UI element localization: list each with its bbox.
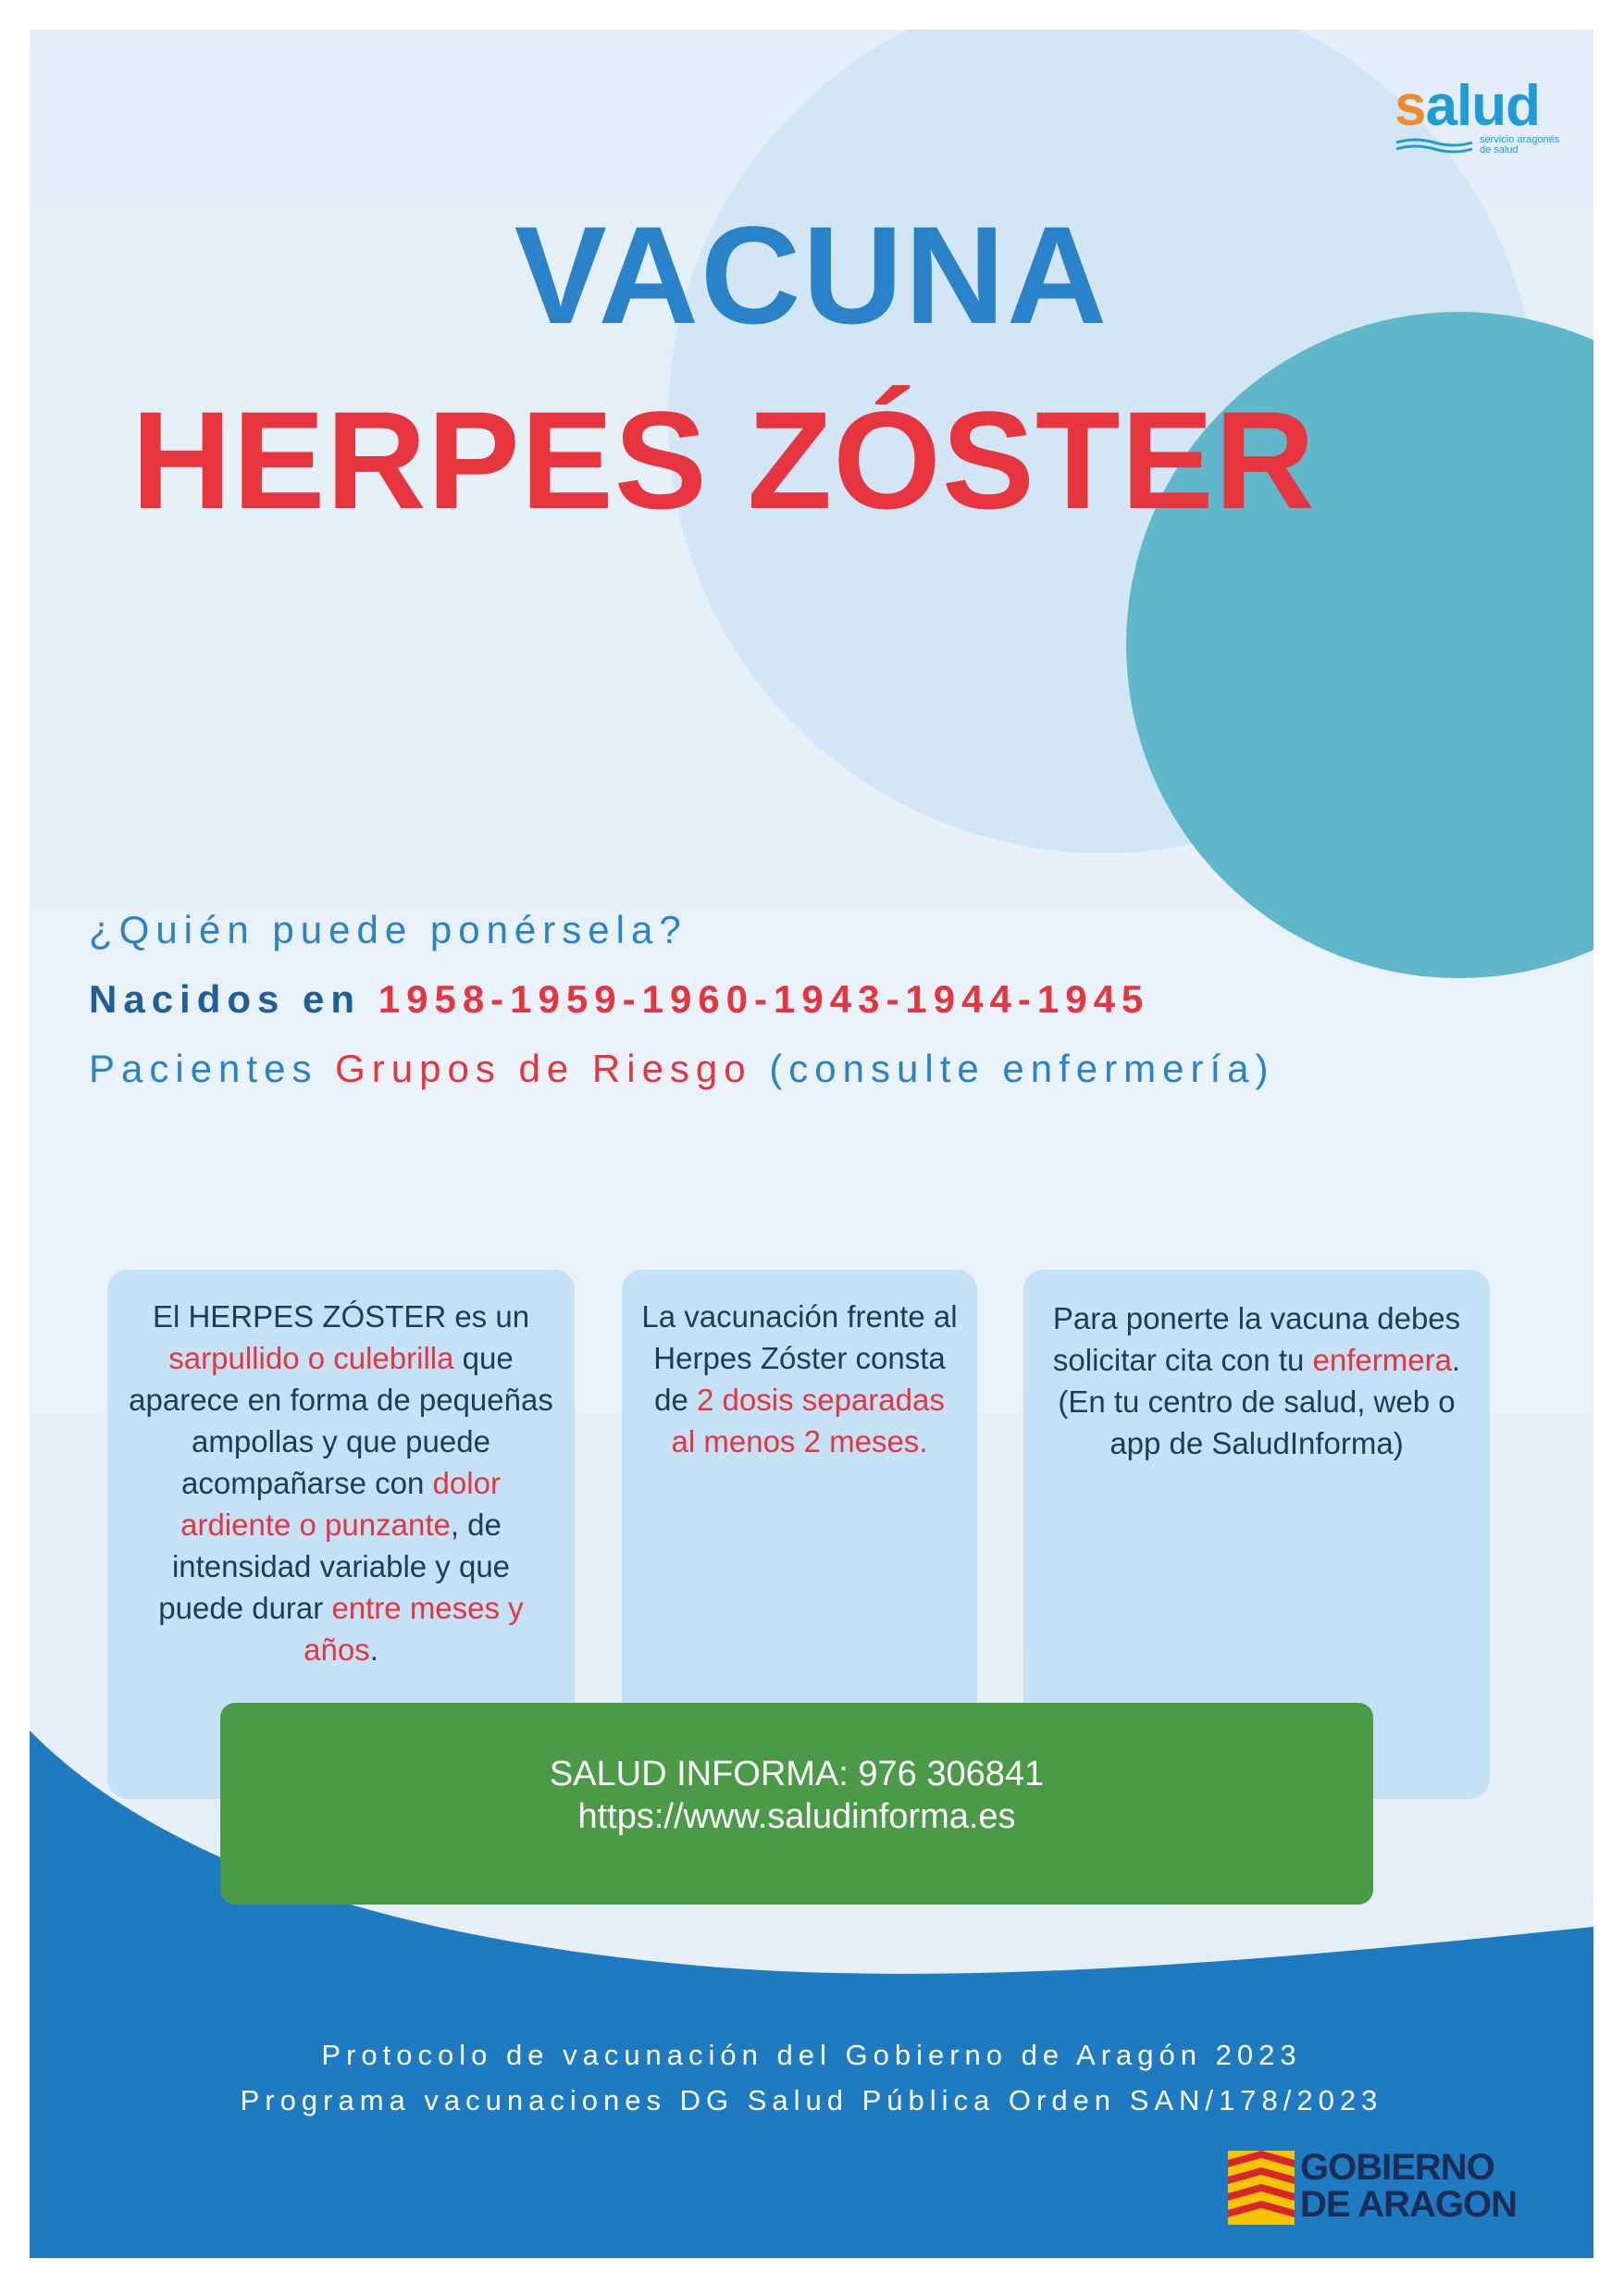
gobierno-text: GOBIERNO DE ARAGON	[1300, 2147, 1517, 2225]
info-card-doses: La vacunación frente al Herpes Zóster consta de 2 dosis separadas al menos 2 meses.	[622, 1270, 977, 1799]
footer-program: Programa vacunaciones DG Salud Pública Orden SAN/178/2023	[240, 2084, 1383, 2116]
salud-logo	[1395, 74, 1561, 167]
born-years-line: Nacidos en 1958-1959-1960-1943-1944-1945	[89, 977, 1150, 1021]
who-question: ¿Quién puede ponérsela?	[89, 908, 688, 951]
info-card-appointment: Para ponerte la vacuna debes solicitar cita con tu enfermera. (En tu centro de salud, web o app de SaludInforma)	[1023, 1270, 1490, 1799]
gobierno-aragon-logo	[1228, 2149, 1524, 2232]
contact-phone: SALUD INFORMA: 976 306841	[549, 1755, 1045, 1793]
aragon-flag-icon	[1228, 2151, 1295, 2225]
poster	[30, 30, 1593, 2258]
salud-logo-subtitle: servicio aragonés de salud	[1480, 134, 1560, 155]
background-shapes	[30, 30, 1593, 2258]
footer-protocol: Protocolo de vacunación del Gobierno de Aragón 2023	[321, 2039, 1302, 2071]
info-card-description: El HERPES ZÓSTER es un sarpullido o culebrilla que aparece en forma de pequeñas ampollas y que puede acompañarse con dolor ardiente o punzante, de intensidad variable y que puede durar entre meses y años.	[107, 1270, 575, 1799]
risk-groups-line: Pacientes Grupos de Riesgo (consulte enfermería)	[89, 1047, 1275, 1090]
wave-icon	[1395, 137, 1474, 154]
contact-box	[220, 1703, 1373, 1905]
title-vacuna: VACUNA	[514, 197, 1110, 353]
born-years: 1958-1959-1960-1943-1944-1945	[378, 977, 1150, 1021]
contact-url[interactable]: https://www.saludinforma.es	[577, 1797, 1016, 1836]
salud-logo-word: salud	[1395, 74, 1540, 138]
risk-groups: Grupos de Riesgo	[335, 1047, 752, 1090]
title-herpes-zoster: HERPES ZÓSTER	[131, 382, 1316, 538]
